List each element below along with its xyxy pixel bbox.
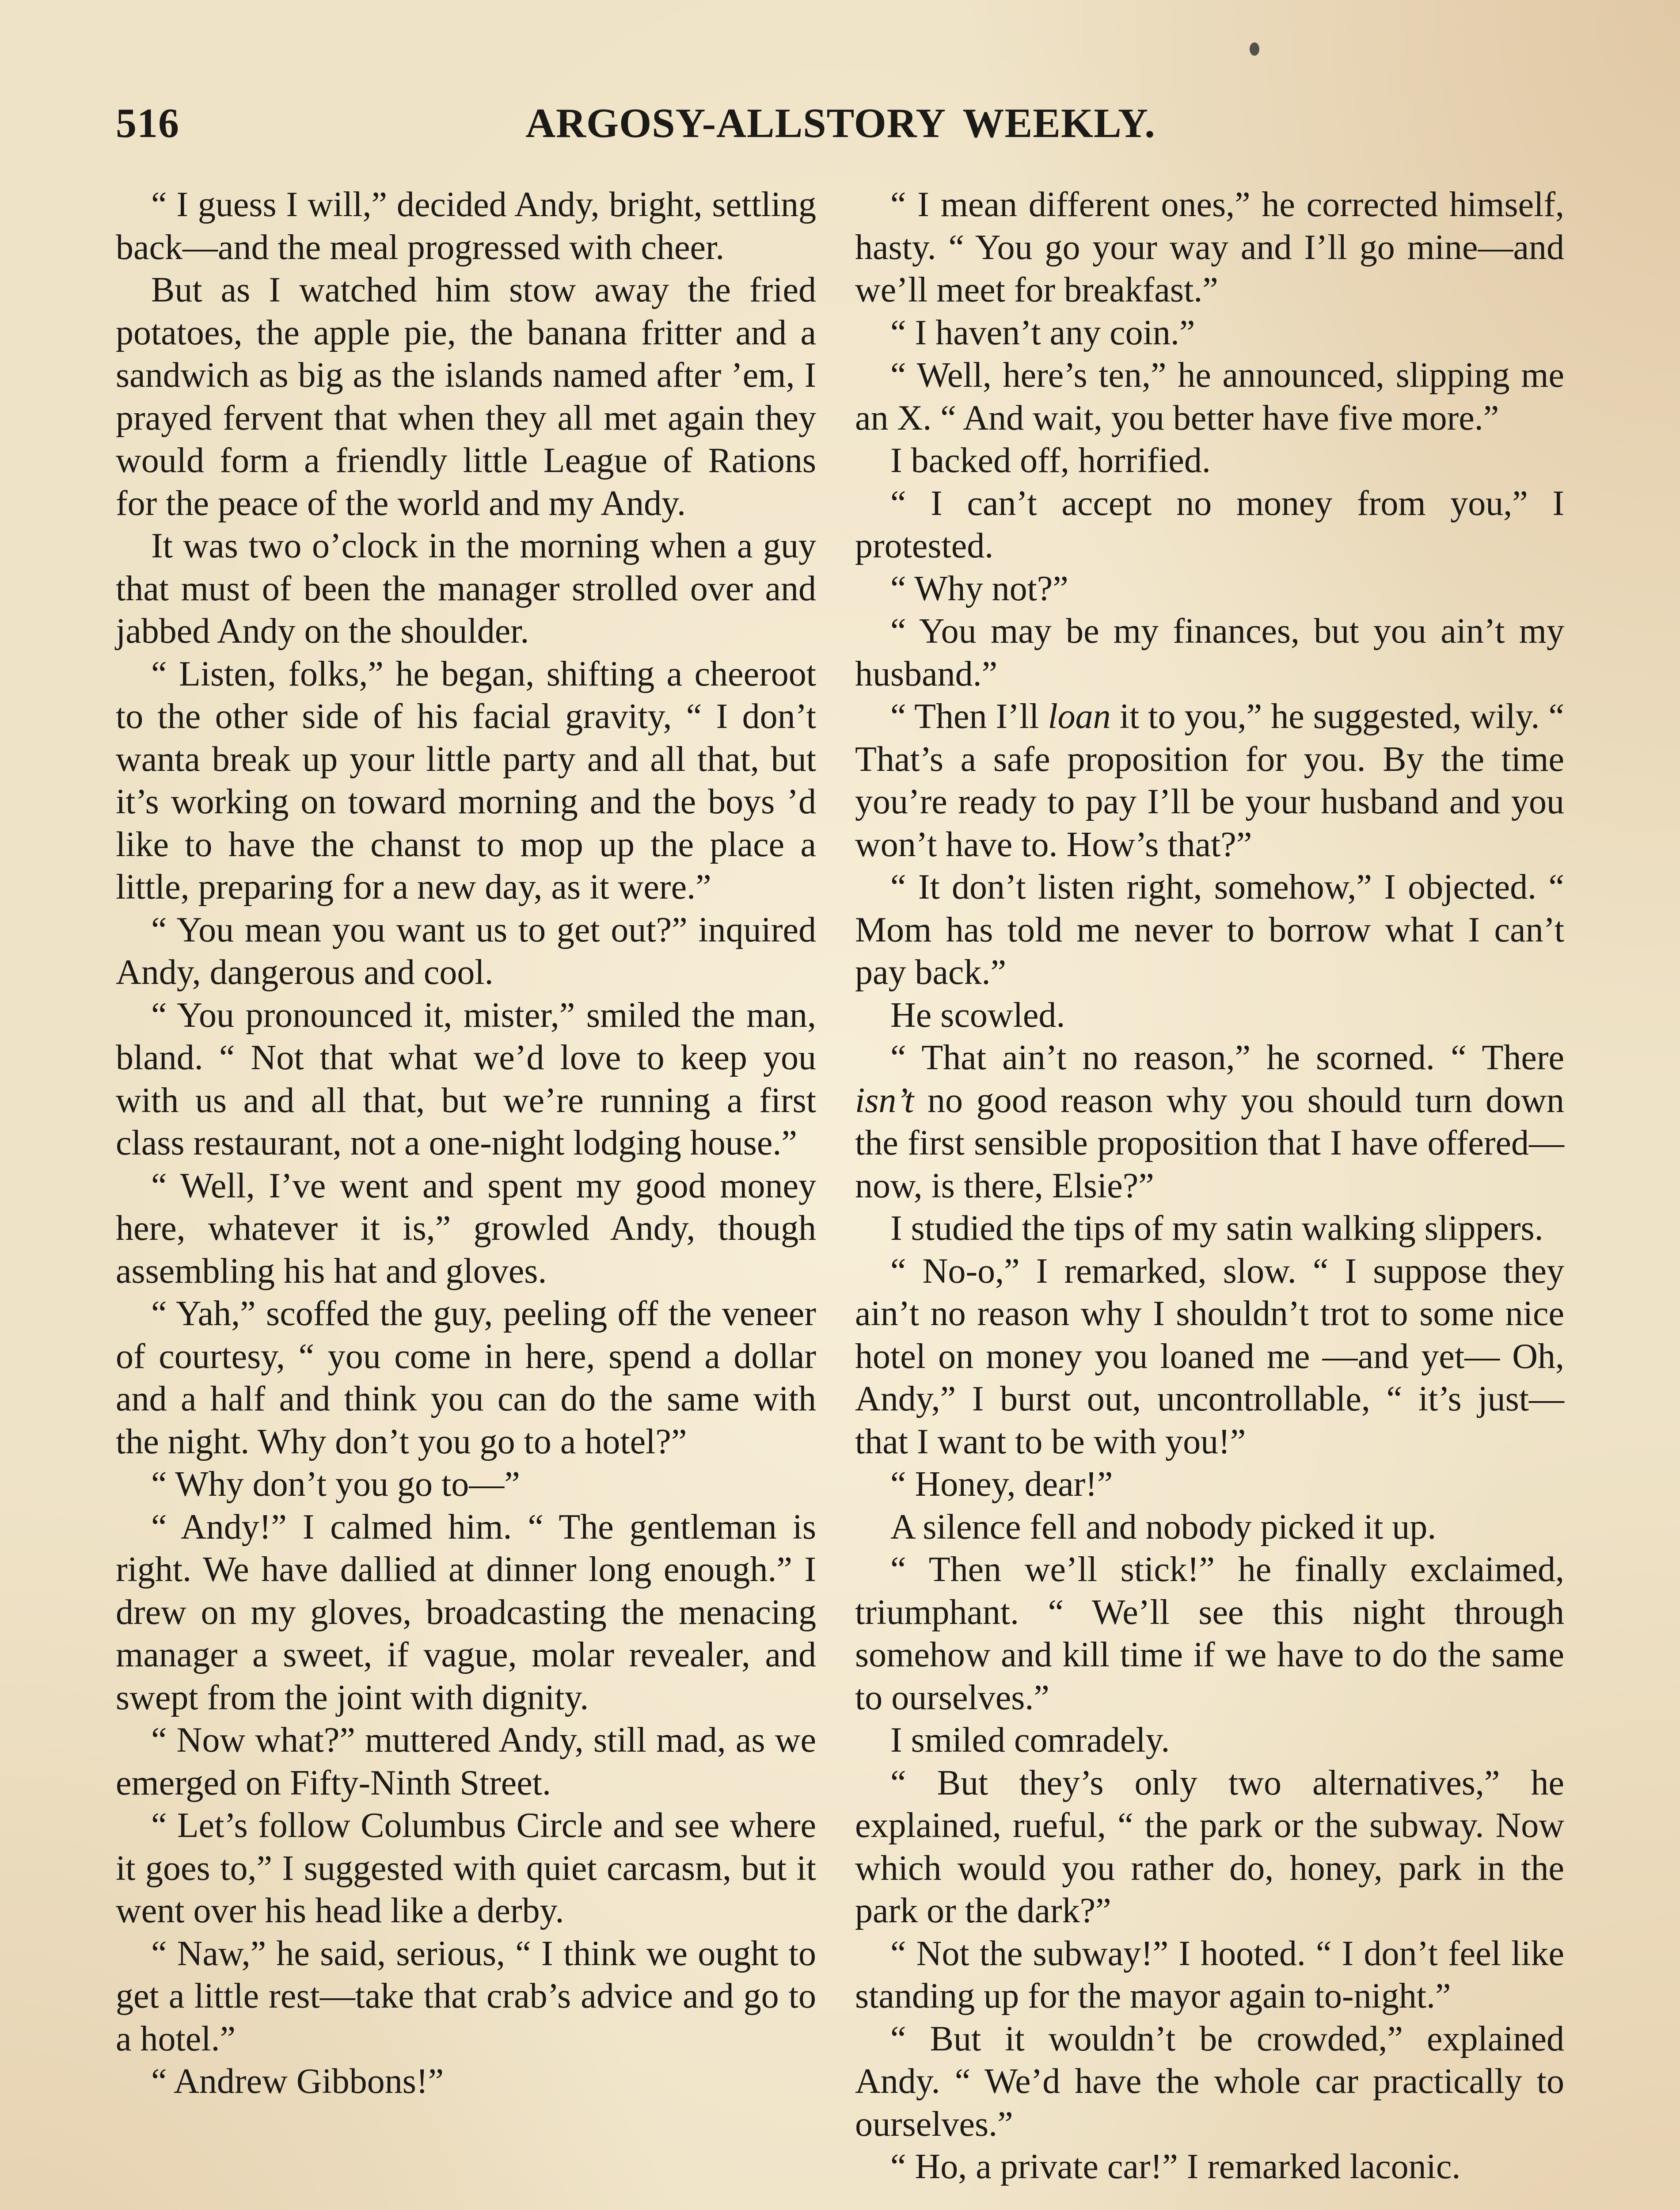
paragraph: “ I mean different ones,” he corrected himself, hasty. “ You go your way and I’ll go mine—and we’ll meet for breakfast.” — [855, 185, 1564, 309]
paragraph: “ But they’s only two alternatives,” he explained, rueful, “ the park or the subway. Now which would you rather do, honey, park in the park or the dark?” — [855, 1763, 1564, 1930]
paragraph: “ Why don’t you go to—” — [151, 1465, 520, 1504]
paragraph: “ That ain’t no reason,” he scorned. “ There isn’t no good reason why you should turn down the first sensible proposition that I have offered—now, is there, Elsie?” — [855, 1038, 1564, 1205]
paragraph: “ Andy!” I calmed him. “ The gentleman is right. We have dallied at dinner long enough.” I drew on my gloves, broadcasting the menacing manager a sweet, if vague, molar revealer, and swept from the joint with dignity. — [116, 1507, 816, 1717]
paragraph: He scowled. — [890, 995, 1065, 1035]
paragraph: “ No-o,” I remarked, slow. “ I suppose they ain’t no reason why I shouldn’t trot to some nice hotel on money you loaned me —and yet— Oh, Andy,” I burst out, uncontrollable, “ it’s just—that I want to be with you!” — [855, 1251, 1564, 1461]
paragraph: “ Then I’ll loan it to you,” he suggested, wily. “ That’s a safe proposition for you. By the time you’re ready to pay I’ll be your husband and you won’t have to. How’s that?” — [855, 697, 1565, 864]
paragraph: “ Honey, dear!” — [890, 1465, 1113, 1504]
paragraph: I smiled comradely. — [890, 1721, 1170, 1760]
running-title: ARGOSY-ALLSTORY WEEKLY. — [525, 100, 1155, 146]
paragraph: “ Not the subway!” I hooted. “ I don’t feel like standing up for the mayor again to-night.” — [855, 1934, 1564, 2016]
paragraph: But as I watched him stow away the fried potatoes, the apple pie, the banana fritter and a sandwich as big as the islands named after ’em, I prayed fervent that when they all met again they would form a friendly little League of Rations for the peace of the world and my Andy. — [116, 271, 816, 523]
paragraph: “ Yah,” scoffed the guy, peeling off the veneer of courtesy, “ you come in here, spend a dollar and a half and think you can do the same with the night. Why don’t you go to a hotel?” — [116, 1294, 816, 1461]
paragraph: “ Why not?” — [890, 569, 1068, 608]
paragraph: A silence fell and nobody picked it up. — [890, 1507, 1437, 1547]
paragraph: “ It don’t listen right, somehow,” I objected. “ Mom has told me never to borrow what I can’t pay back.” — [855, 868, 1564, 992]
paragraph: “ Let’s follow Columbus Circle and see where it goes to,” I suggested with quiet carcasm, but it went over his head like a derby. — [116, 1806, 816, 1930]
paragraph: “ Now what?” muttered Andy, still mad, as we emerged on Fifty-Ninth Street. — [116, 1721, 816, 1802]
paragraph: “ But it wouldn’t be crowded,” explained Andy. “ We’d have the whole car practically to ourselves.” — [855, 2019, 1564, 2144]
paragraph: “ You mean you want us to get out?” inquired Andy, dangerous and cool. — [116, 910, 816, 992]
page-header — [116, 99, 1565, 148]
paragraph: “ You pronounced it, mister,” smiled the man, bland. “ Not that what we’d love to keep you with us and all that, but we’re running a first class restaurant, not a one-night lodging house.” — [116, 995, 816, 1162]
paragraph: “ Andrew Gibbons!” — [151, 2062, 444, 2101]
left-text-column — [116, 183, 816, 2103]
paragraph: “ I guess I will,” decided Andy, bright, settling back—and the meal progressed with cheer. — [116, 185, 816, 267]
page-number: 516 — [116, 100, 179, 146]
paragraph: “ Well, I’ve went and spent my good money here, whatever it is,” growled Andy, though assembling his hat and gloves. — [116, 1166, 816, 1291]
paragraph: “ I can’t accept no money from you,” I protested. — [855, 484, 1564, 565]
paragraph: “ You may be my finances, but you ain’t my husband.” — [855, 612, 1564, 693]
right-text-column — [855, 183, 1564, 2188]
paragraph: I studied the tips of my satin walking slippers. — [890, 1209, 1543, 1248]
paragraph: I backed off, horrified. — [890, 441, 1211, 480]
paragraph: “ Listen, folks,” he began, shifting a cheeroot to the other side of his facial gravity, “ I don’t wanta break up your little party and all that, but it’s working on toward morning and the boys ’d like to have the chanst to mop up the place a little, preparing for a new day, as it were.” — [116, 654, 816, 907]
paragraph: “ Then we’ll stick!” he finally exclaimed, triumphant. “ We’ll see this night through somehow and kill time if we have to do the same to ourselves.” — [855, 1550, 1564, 1717]
paragraph: It was two o’clock in the morning when a guy that must of been the manager strolled over and jabbed Andy on the shoulder. — [116, 526, 816, 651]
paragraph: “ Well, here’s ten,” he announced, slipping me an X. “ And wait, you better have five more.” — [855, 356, 1564, 438]
ink-speck — [1250, 42, 1259, 56]
paragraph: “ Ho, a private car!” I remarked laconic. — [890, 2147, 1461, 2186]
paragraph: “ I haven’t any coin.” — [890, 313, 1195, 352]
paragraph: “ Naw,” he said, serious, “ I think we ought to get a little rest—take that crab’s advice and go to a hotel.” — [116, 1934, 816, 2058]
